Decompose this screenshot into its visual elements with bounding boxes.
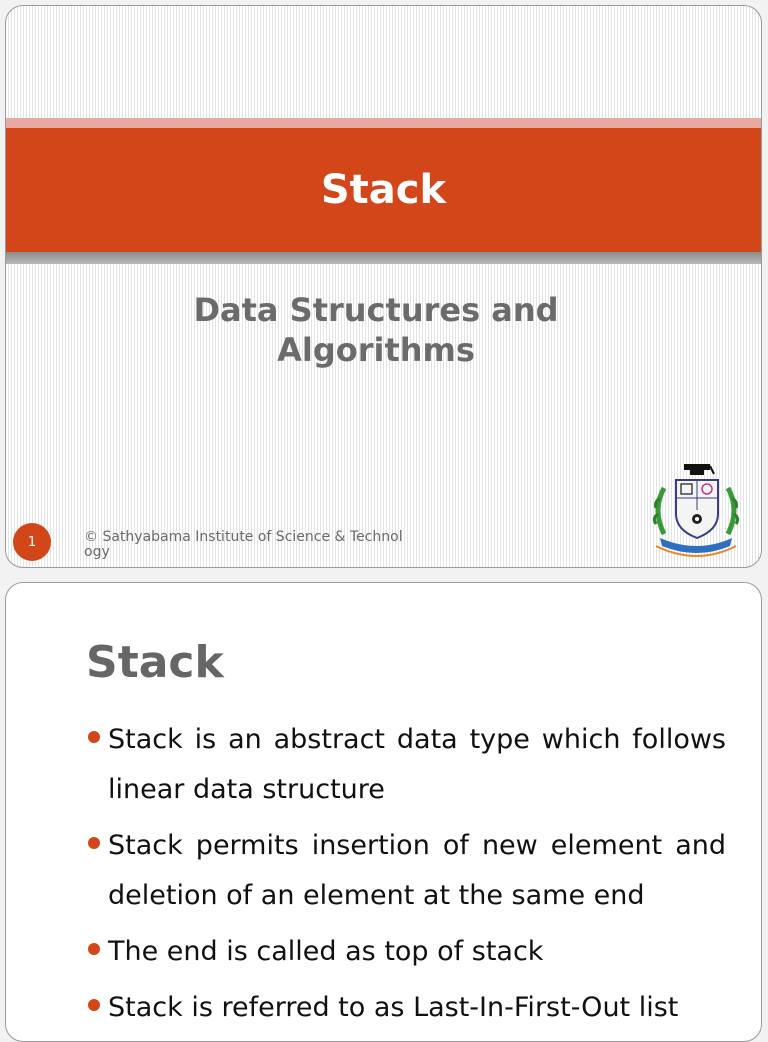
bullet-text: Stack permits insertion of new element and deletion of an element at the same end xyxy=(108,830,726,911)
content-slide xyxy=(5,582,762,1042)
bullet-item xyxy=(86,821,726,921)
title-slide xyxy=(5,5,762,568)
bullet-item xyxy=(86,983,726,1033)
bullet-text: Stack is an abstract data type which follows linear data structure xyxy=(108,724,726,805)
shadow-band xyxy=(6,252,761,264)
slide-subtitle: Data Structures and Algorithms xyxy=(193,291,559,369)
page-number-badge xyxy=(13,523,51,561)
bullet-text: The end is called as top of stack xyxy=(108,936,544,967)
slide-title: Stack xyxy=(320,167,447,213)
sathyabama-logo-icon xyxy=(646,458,746,562)
bullet-list xyxy=(86,715,726,1039)
slide-heading: Stack xyxy=(86,637,224,688)
bullet-text: Stack is referred to as Last-In-First-Out list xyxy=(108,992,679,1023)
title-band xyxy=(6,128,761,252)
bullet-dot-icon xyxy=(88,943,100,955)
bullet-dot-icon xyxy=(88,999,100,1011)
bullet-item xyxy=(86,715,726,815)
footer-copyright: © Sathyabama Institute of Science & Technology xyxy=(84,529,403,560)
page-number: 1 xyxy=(27,534,37,550)
accent-band xyxy=(6,118,761,128)
bullet-dot-icon xyxy=(88,837,100,849)
bullet-item xyxy=(86,927,726,977)
bullet-dot-icon xyxy=(88,731,100,743)
